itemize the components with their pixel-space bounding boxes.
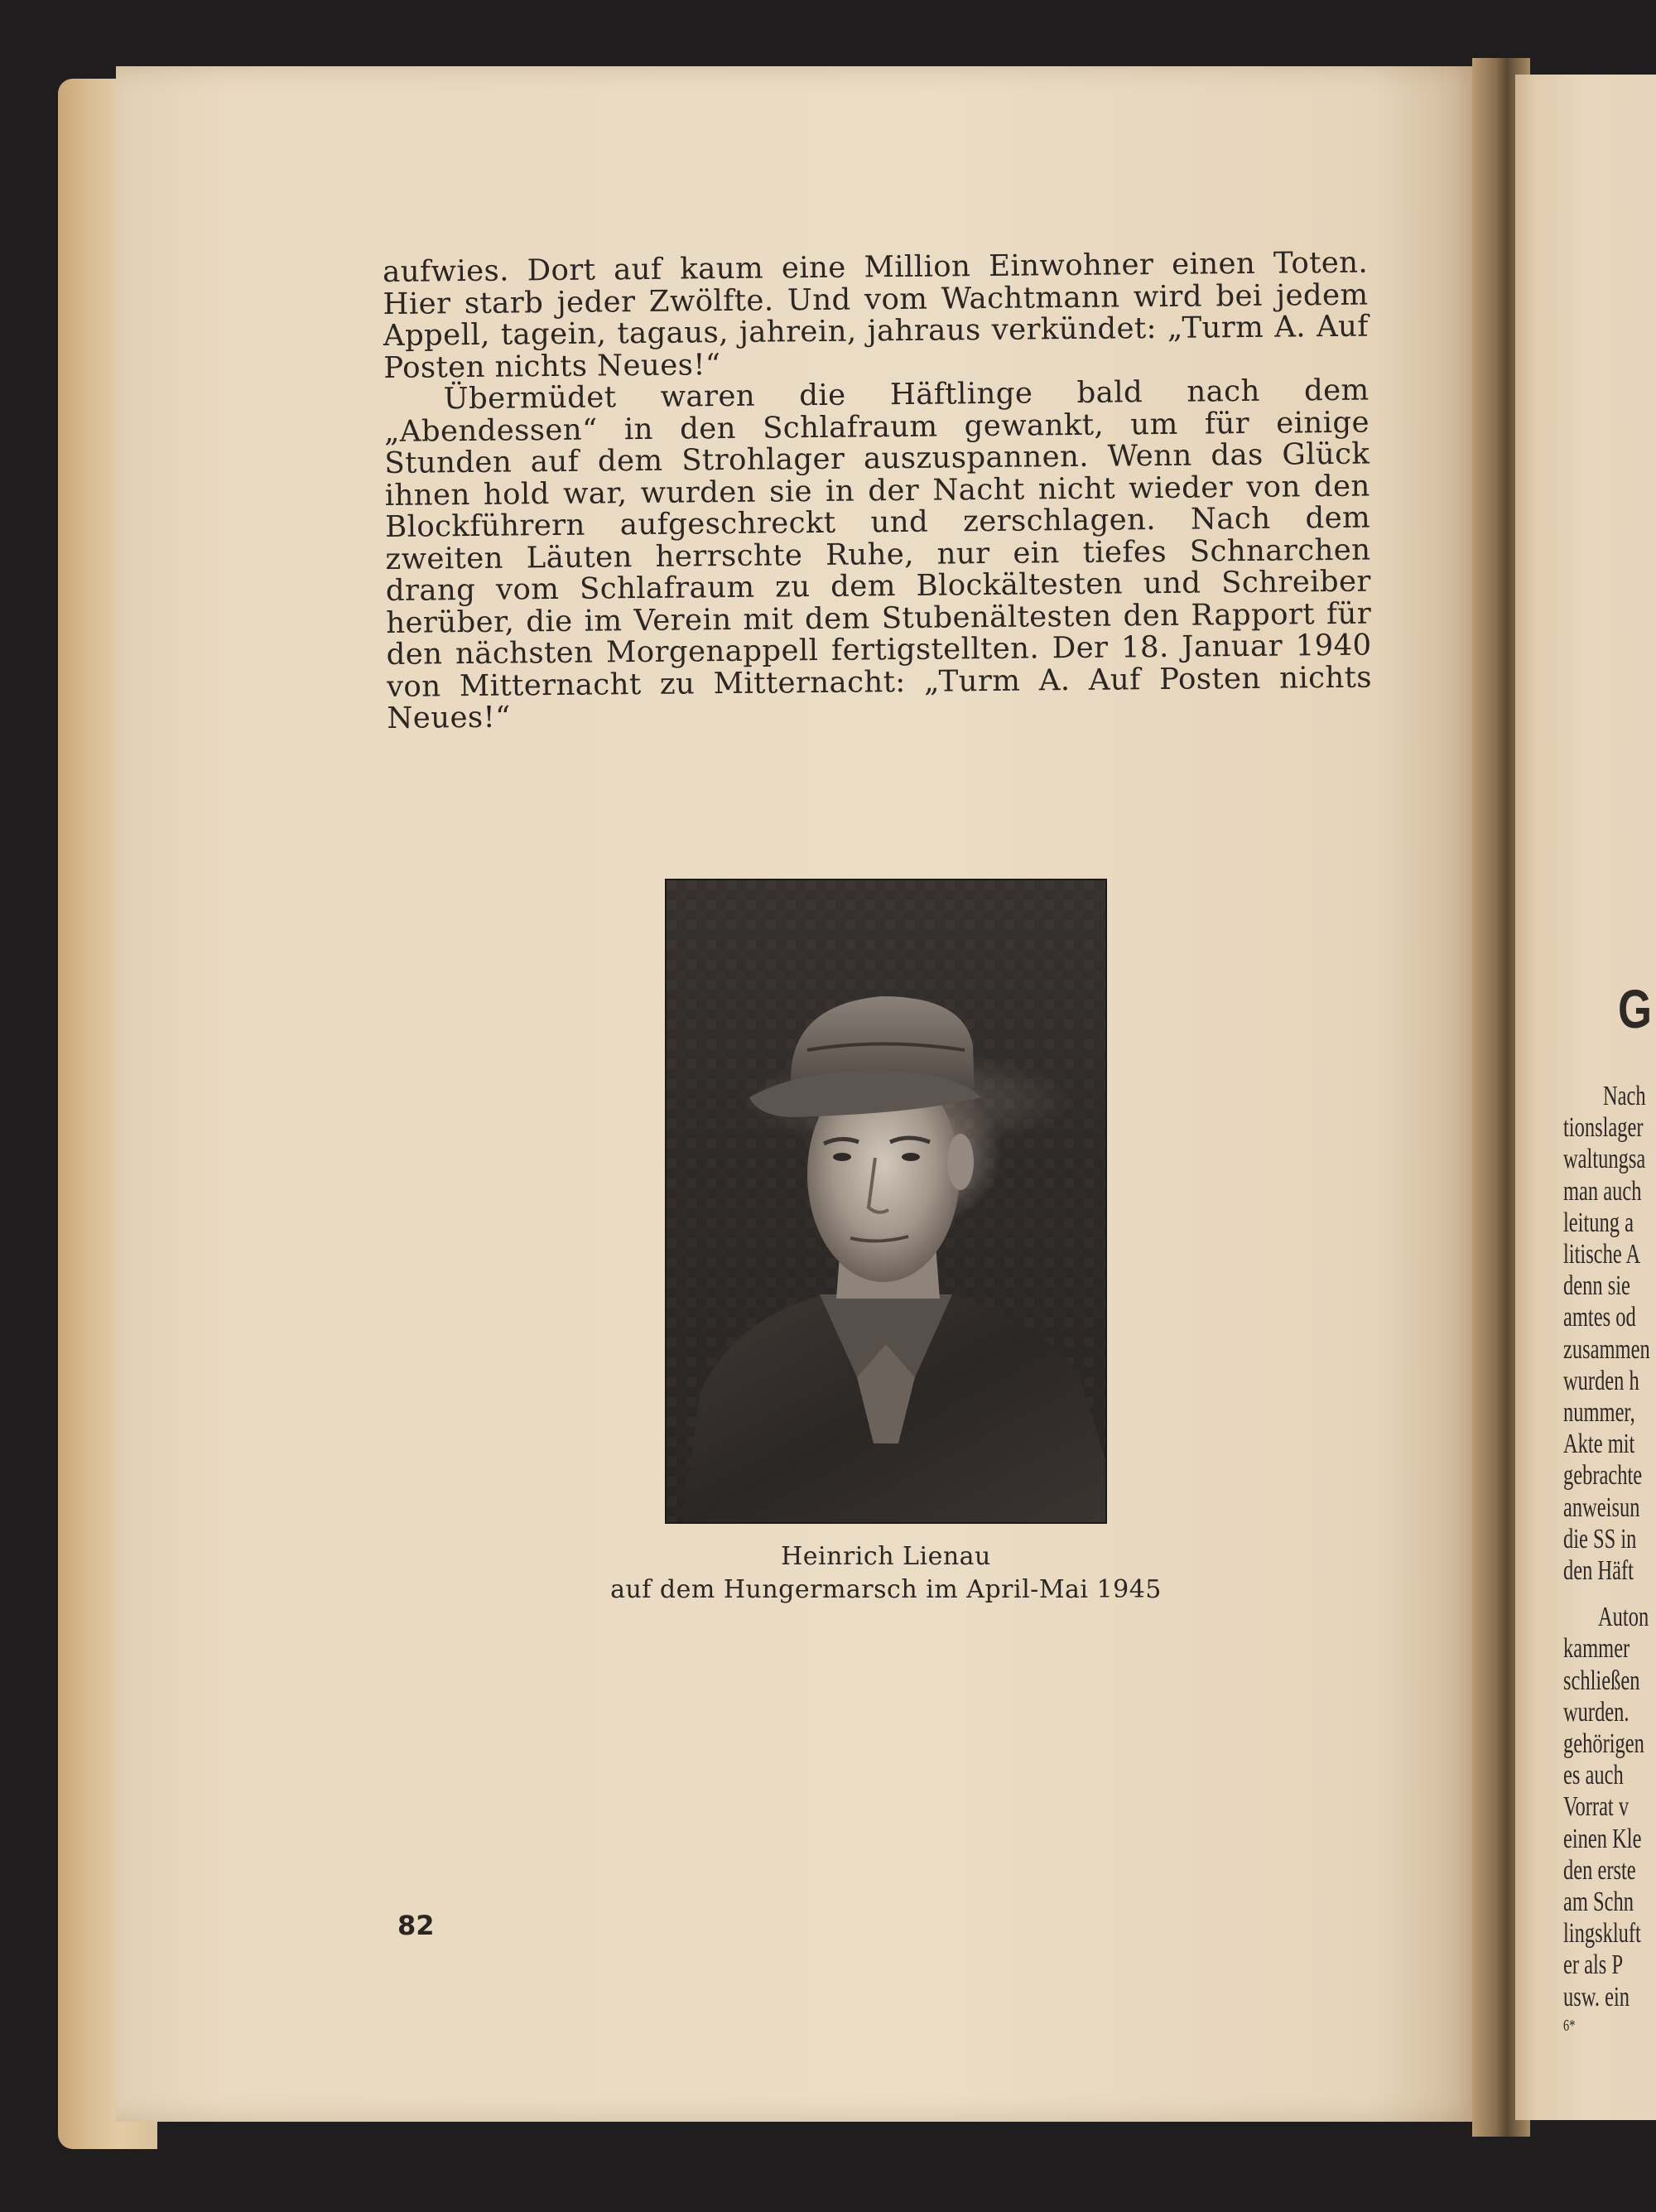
right-page-line: am Schn xyxy=(1563,1887,1634,1917)
right-page-line: Vorrat v xyxy=(1563,1791,1630,1823)
photo-caption-description: auf dem Hungermarsch im April-Mai 1945 xyxy=(610,1575,1162,1604)
right-page-line: 6* xyxy=(1563,2016,1576,2035)
right-page-line: man auch xyxy=(1563,1175,1642,1207)
right-page-line: den erste xyxy=(1563,1854,1636,1886)
right-page-line: Auton xyxy=(1598,1602,1649,1633)
right-page-line: anweisun xyxy=(1563,1492,1640,1523)
right-page-line: Akte mit xyxy=(1563,1429,1635,1460)
photo-caption-name: Heinrich Lienau xyxy=(781,1542,991,1571)
right-page-line: die SS in xyxy=(1563,1523,1637,1554)
right-page-line: er als P xyxy=(1563,1949,1624,1981)
right-page-line: amtes od xyxy=(1563,1302,1636,1333)
right-page-line: tionslager xyxy=(1563,1112,1644,1144)
body-text xyxy=(382,245,1373,735)
right-page-line: gebrachte xyxy=(1563,1460,1643,1492)
right-page-line: Nach xyxy=(1603,1081,1646,1111)
portrait-figure xyxy=(667,880,1105,1522)
right-page-line: es auch xyxy=(1563,1760,1624,1791)
right-page-line: den Häft xyxy=(1563,1555,1634,1586)
right-page-line: lingskluft xyxy=(1563,1918,1641,1949)
right-page xyxy=(1515,75,1656,2120)
right-page-line: wurden h xyxy=(1563,1365,1639,1396)
right-page-line: leitung a xyxy=(1563,1207,1634,1238)
paragraph: Übermüdet waren die Häftlinge bald nach dem „Abendessen“ in den Schlafraum gewankt, um für einige Stunden auf dem Strohlager auszuspannen. Wenn das Glück ihnen hold war, wurden sie in der Nacht nicht wieder von den Blockführern aufgeschreckt und zerschlagen. Nach dem zweiten Läuten herrschte Ruhe, nur ein tiefes Schnarchen drang vom Schlafraum zu dem Blockältesten und Schreiber herüber, die im Verein mit dem Stubenältesten den Rapport für den nächsten Morgenappell fertigstellten. Der 18. Januar 1940 von Mitternacht zu Mitternacht: „Turm A. Auf Posten nichts Neues!“ xyxy=(383,373,1373,735)
right-page-line: zusammen xyxy=(1563,1333,1650,1365)
right-page-line: schließen xyxy=(1563,1665,1640,1696)
right-page-line: nummer, xyxy=(1563,1397,1635,1428)
right-page-heading-fragment: G xyxy=(1618,978,1653,1039)
right-page-line: wurden. xyxy=(1563,1696,1630,1728)
right-page-line: gehörigen xyxy=(1563,1728,1644,1759)
right-page-line: litische A xyxy=(1563,1239,1641,1270)
right-page-line: usw. ein xyxy=(1563,1981,1630,2012)
portrait-photo xyxy=(665,879,1107,1524)
right-page-line: waltungsa xyxy=(1563,1144,1646,1175)
right-page-line: kammer xyxy=(1563,1633,1630,1665)
right-page-line: einen Kle xyxy=(1563,1823,1642,1854)
page-number: 82 xyxy=(397,1910,435,1941)
right-page-line: denn sie xyxy=(1563,1270,1630,1302)
paragraph: aufwies. Dort auf kaum eine Million Einwohner einen Toten. Hier starb jeder Zwölfte. Und vom Wachtmann wird bei jedem Appell, tagein, tagaus, jahrein, jahraus verkündet: „Turm A. Auf Posten nichts Neues!“ xyxy=(382,245,1370,385)
